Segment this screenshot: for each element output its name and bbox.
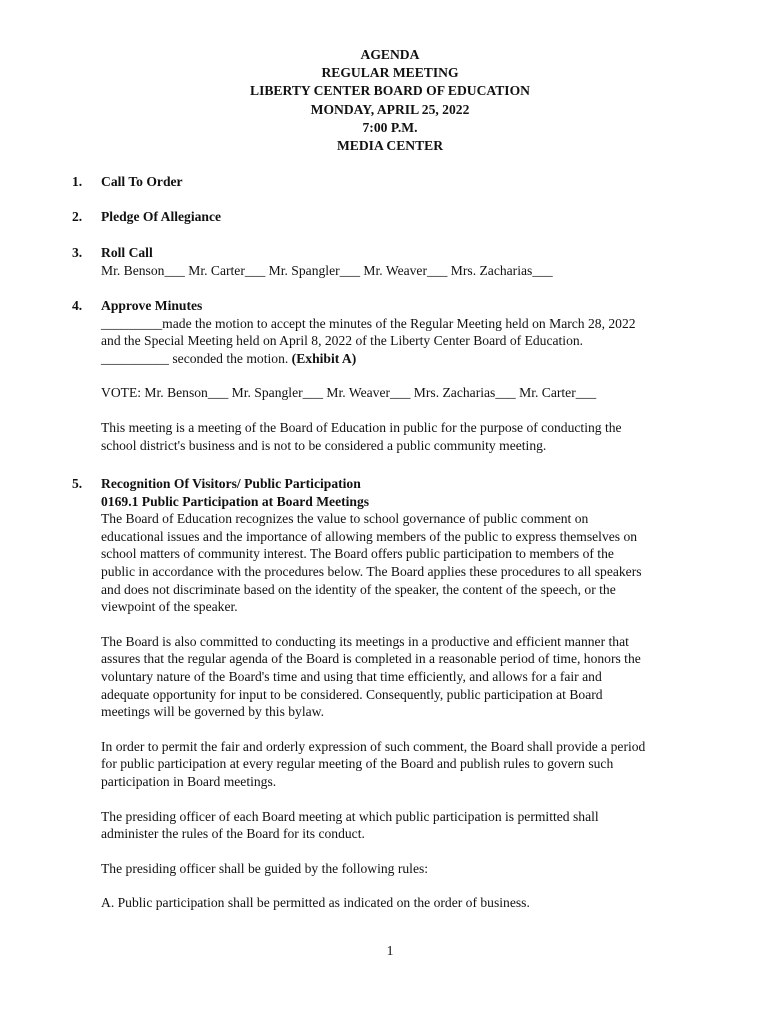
- item-title: Roll Call: [101, 245, 153, 260]
- paragraph-line: In order to permit the fair and orderly expression of such comment, the Board shall provide a period: [101, 738, 646, 754]
- item-title: Recognition Of Visitors/ Public Participation: [101, 476, 361, 491]
- item-number: 4.: [72, 298, 83, 313]
- bylaw-subtitle: 0169.1 Public Participation at Board Meetings: [101, 493, 370, 509]
- paragraph-line: public in accordance with the procedures below. The Board applies these procedures to all speakers: [101, 563, 642, 579]
- agenda-item-1: [72, 173, 712, 191]
- header-line-board-name: LIBERTY CENTER BOARD OF EDUCATION: [250, 83, 530, 99]
- paragraph-line: viewpoint of the speaker.: [101, 599, 238, 615]
- item-title: Call To Order: [101, 174, 183, 189]
- item-title: Pledge Of Allegiance: [101, 209, 222, 224]
- paragraph-line: The Board of Education recognizes the value to school governance of public comment on: [101, 511, 589, 527]
- motion-line: _________made the motion to accept the minutes of the Regular Meeting held on March 28, 2022: [101, 315, 636, 331]
- agenda-item-3: [72, 244, 712, 279]
- paragraph-line: voluntary nature of the Board's time and using that time efficiently, and allows for a fair and: [101, 668, 602, 684]
- header-line-time: 7:00 P.M.: [362, 119, 418, 135]
- vote-line: VOTE: Mr. Benson___ Mr. Spangler___ Mr. Weaver___ Mrs. Zacharias___ Mr. Carter___: [101, 385, 597, 401]
- seconded-line: [101, 350, 712, 368]
- note-line: school district's business and is not to be considered a public community meeting.: [101, 437, 547, 453]
- paragraph: [101, 633, 712, 721]
- roll-call-line: Mr. Benson___ Mr. Carter___ Mr. Spangler___ Mr. Weaver___ Mrs. Zacharias___: [101, 262, 553, 278]
- paragraph-line: participation in Board meetings.: [101, 773, 277, 789]
- paragraph-line: The presiding officer shall be guided by the following rules:: [101, 860, 429, 876]
- header-line-date: MONDAY, APRIL 25, 2022: [310, 101, 470, 117]
- agenda-item-5: [72, 475, 712, 912]
- motion-line: and the Special Meeting held on April 8, 2022 of the Liberty Center Board of Education.: [101, 333, 584, 349]
- note-line: This meeting is a meeting of the Board of Education in public for the purpose of conducting the: [101, 419, 622, 435]
- paragraph-line: administer the rules of the Board for its conduct.: [101, 826, 365, 842]
- exhibit-reference: (Exhibit A): [291, 350, 357, 366]
- paragraph: [101, 894, 712, 912]
- page-number: 1: [386, 943, 394, 958]
- header-line-meeting-type: REGULAR MEETING: [321, 65, 459, 81]
- seconded-text: __________ seconded the motion.: [101, 350, 292, 366]
- paragraph: [101, 808, 712, 843]
- item-number: 2.: [72, 209, 83, 224]
- paragraph: [101, 738, 712, 791]
- header-line-location: MEDIA CENTER: [336, 138, 444, 154]
- header-line-agenda: AGENDA: [360, 47, 420, 62]
- agenda-item-4: [72, 297, 712, 454]
- paragraph-line: meetings will be governed by this bylaw.: [101, 704, 324, 720]
- item-number: 5.: [72, 476, 83, 491]
- rule-a-line: A. Public participation shall be permitted as indicated on the order of business.: [101, 895, 530, 911]
- agenda-item-2: [72, 208, 712, 226]
- item-number: 1.: [72, 174, 83, 189]
- paragraph-line: adequate opportunity for input to be considered. Consequently, public participation at Board: [101, 686, 603, 702]
- paragraph-line: educational issues and the importance of allowing members of the public to express themselves on: [101, 528, 638, 544]
- item-title: Approve Minutes: [101, 298, 203, 313]
- paragraph-line: assures that the regular agenda of the Board is completed in a reasonable period of time, honors the: [101, 651, 641, 667]
- agenda-header: [0, 46, 770, 155]
- paragraph-line: The Board is also committed to conducting its meetings in a productive and efficient manner that: [101, 633, 629, 649]
- paragraph-line: The presiding officer of each Board meeting at which public participation is permitted shall: [101, 808, 599, 824]
- paragraph-line: school matters of community interest. The Board offers public participation to members of the: [101, 546, 614, 562]
- paragraph: [101, 510, 712, 616]
- paragraph-line: for public participation at every regular meeting of the Board and publish rules to govern such: [101, 756, 614, 772]
- paragraph: [101, 860, 712, 878]
- paragraph-line: and does not discriminate based on the identity of the speaker, the content of the speech, or the: [101, 581, 616, 597]
- item-number: 3.: [72, 245, 83, 260]
